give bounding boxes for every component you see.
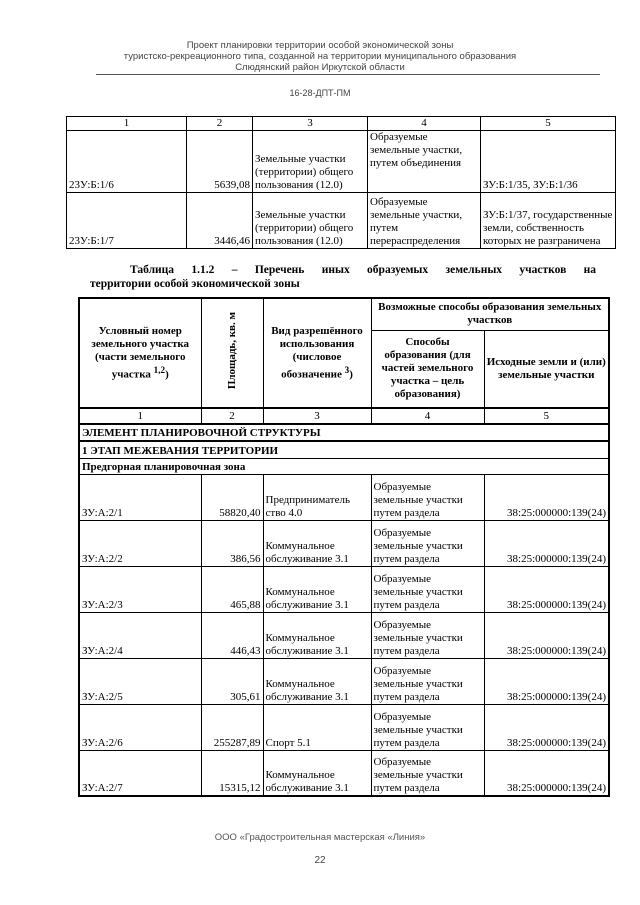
header-rule [96, 74, 600, 75]
section-row [79, 441, 609, 458]
parcel-id: ЗУ:А:2/2 [79, 520, 201, 566]
parcel-use: Коммунальное обслуживание 3.1 [263, 566, 371, 612]
table1-number-row [67, 117, 616, 131]
table-row [67, 131, 616, 193]
caption-line-1: Таблица 1.1.2 – Перечень иных образуемых земельных участков на [130, 264, 596, 276]
col-header-close: ) [349, 368, 353, 381]
col-number: 3 [253, 117, 368, 131]
col-header-group: Возможные способы образования земельных участков [371, 298, 609, 330]
col-number: 5 [481, 117, 616, 131]
parcel-use: Коммунальное обслуживание 3.1 [263, 750, 371, 796]
table-row [79, 750, 609, 796]
table-row [79, 566, 609, 612]
caption-line-2: территории особой экономической зоны [90, 278, 300, 290]
col-number: 3 [263, 408, 371, 424]
col-header-use [263, 298, 371, 408]
parcel-method: Образуемые земельные участки путем раздела [371, 612, 484, 658]
parcels-table [78, 297, 610, 797]
parcel-source: 38:25:000000:139(24) [484, 566, 609, 612]
parcel-id: ЗУ:А:2/3 [79, 566, 201, 612]
parcel-method: Образуемые земельные участки путем раздела [371, 566, 484, 612]
parcel-method: Образуемые земельные участки путем раздела [371, 704, 484, 750]
col-header-area-text: Площадь, кв. м [225, 312, 238, 390]
header-line-3: Слюдянский район Иркутской области [235, 62, 405, 73]
document-code: 16-28-ДПТ-ПМ [289, 88, 351, 98]
parcel-source: 38:25:000000:139(24) [484, 750, 609, 796]
parcel-source: 38:25:000000:139(24) [484, 474, 609, 520]
parcel-source: ЗУ:Б:1/35, ЗУ:Б:1/36 [481, 131, 616, 193]
parcel-source: 38:25:000000:139(24) [484, 612, 609, 658]
col-header-parcel-number-text: Условный номер земельного участка (части земельного участка [91, 324, 190, 381]
parcel-id: ЗУ:А:2/1 [79, 474, 201, 520]
col-header-close: ) [165, 368, 169, 381]
col-number: 4 [368, 117, 481, 131]
parcel-id: ЗУ:А:2/7 [79, 750, 201, 796]
col-number: 2 [187, 117, 253, 131]
parcel-area: 446,43 [201, 612, 263, 658]
parcel-use: Коммунальное обслуживание 3.1 [263, 612, 371, 658]
table-row [79, 520, 609, 566]
parcel-id: ЗУ:А:2/6 [79, 704, 201, 750]
parcel-source: 38:25:000000:139(24) [484, 704, 609, 750]
col-header-use-text: Вид разрешённого использования (числовое обозначение [271, 324, 363, 381]
parcel-area: 465,88 [201, 566, 263, 612]
parcel-source: ЗУ:Б:1/37, государственные земли, собственность которых не разграничена [481, 193, 616, 249]
parcel-area: 386,56 [201, 520, 263, 566]
section-stage: 1 ЭТАП МЕЖЕВАНИЯ ТЕРРИТОРИИ [79, 441, 609, 458]
parcel-id: 23У:Б:1/6 [67, 131, 187, 193]
col-number: 2 [201, 408, 263, 424]
parcel-id: ЗУ:А:2/5 [79, 658, 201, 704]
col-header-footnote: 1,2 [153, 364, 166, 375]
parcel-use: Земельные участки (территории) общего пользования (12.0) [253, 193, 368, 249]
col-number: 1 [79, 408, 201, 424]
parcel-area: 3446,46 [187, 193, 253, 249]
section-row [79, 458, 609, 474]
col-header-parcel-number [79, 298, 201, 408]
parcel-use: Земельные участки (территории) общего пользования (12.0) [253, 131, 368, 193]
parcel-use: Коммунальное обслуживание 3.1 [263, 520, 371, 566]
parcel-use: Коммунальное обслуживание 3.1 [263, 658, 371, 704]
parcel-area: 15315,12 [201, 750, 263, 796]
parcel-area: 58820,40 [201, 474, 263, 520]
section-row [79, 424, 609, 441]
parcel-source: 38:25:000000:139(24) [484, 658, 609, 704]
col-number: 4 [371, 408, 484, 424]
parcel-method: Образуемые земельные участки, путем перераспределения [368, 193, 481, 249]
section-title: ЭЛЕМЕНТ ПЛАНИРОВОЧНОЙ СТРУКТУРЫ [79, 424, 609, 441]
parcel-id: ЗУ:А:2/4 [79, 612, 201, 658]
parcel-area: 255287,89 [201, 704, 263, 750]
parcel-area: 305,61 [201, 658, 263, 704]
section-zone: Предгорная планировочная зона [79, 458, 609, 474]
parcel-method: Образуемые земельные участки путем раздела [371, 658, 484, 704]
col-header-source: Исходные земли и (или) земельные участки [484, 330, 609, 408]
table-row [79, 704, 609, 750]
header-line-1: Проект планировки территории особой экономической зоны [186, 40, 454, 51]
col-header-area [201, 298, 263, 408]
table2-header-row-1 [79, 298, 609, 330]
table-row [79, 658, 609, 704]
footer-company: ООО «Градостроительная мастерская «Линия» [214, 832, 426, 843]
parcel-method: Образуемые земельные участки, путем объединения [368, 131, 481, 193]
col-number: 5 [484, 408, 609, 424]
parcel-method: Образуемые земельные участки путем раздела [371, 520, 484, 566]
table2-number-row [79, 408, 609, 424]
col-number: 1 [67, 117, 187, 131]
page-number: 22 [314, 855, 326, 866]
parcel-method: Образуемые земельные участки путем раздела [371, 750, 484, 796]
parcel-use: Предприниматель ство 4.0 [263, 474, 371, 520]
parcel-method: Образуемые земельные участки путем раздела [371, 474, 484, 520]
parcel-source: 38:25:000000:139(24) [484, 520, 609, 566]
col-header-method: Способы образования (для частей земельного участка – цель образования) [371, 330, 484, 408]
col-header-footnote: 3 [344, 364, 350, 375]
table-caption [90, 263, 596, 291]
table-row [79, 612, 609, 658]
table-row [79, 474, 609, 520]
continuation-table [66, 116, 616, 249]
table-row [67, 193, 616, 249]
parcel-use: Спорт 5.1 [263, 704, 371, 750]
parcel-id: 23У:Б:1/7 [67, 193, 187, 249]
parcel-area: 5639,08 [187, 131, 253, 193]
header-line-2: туристско-рекреационного типа, созданной на территории муниципального образования [123, 51, 517, 62]
